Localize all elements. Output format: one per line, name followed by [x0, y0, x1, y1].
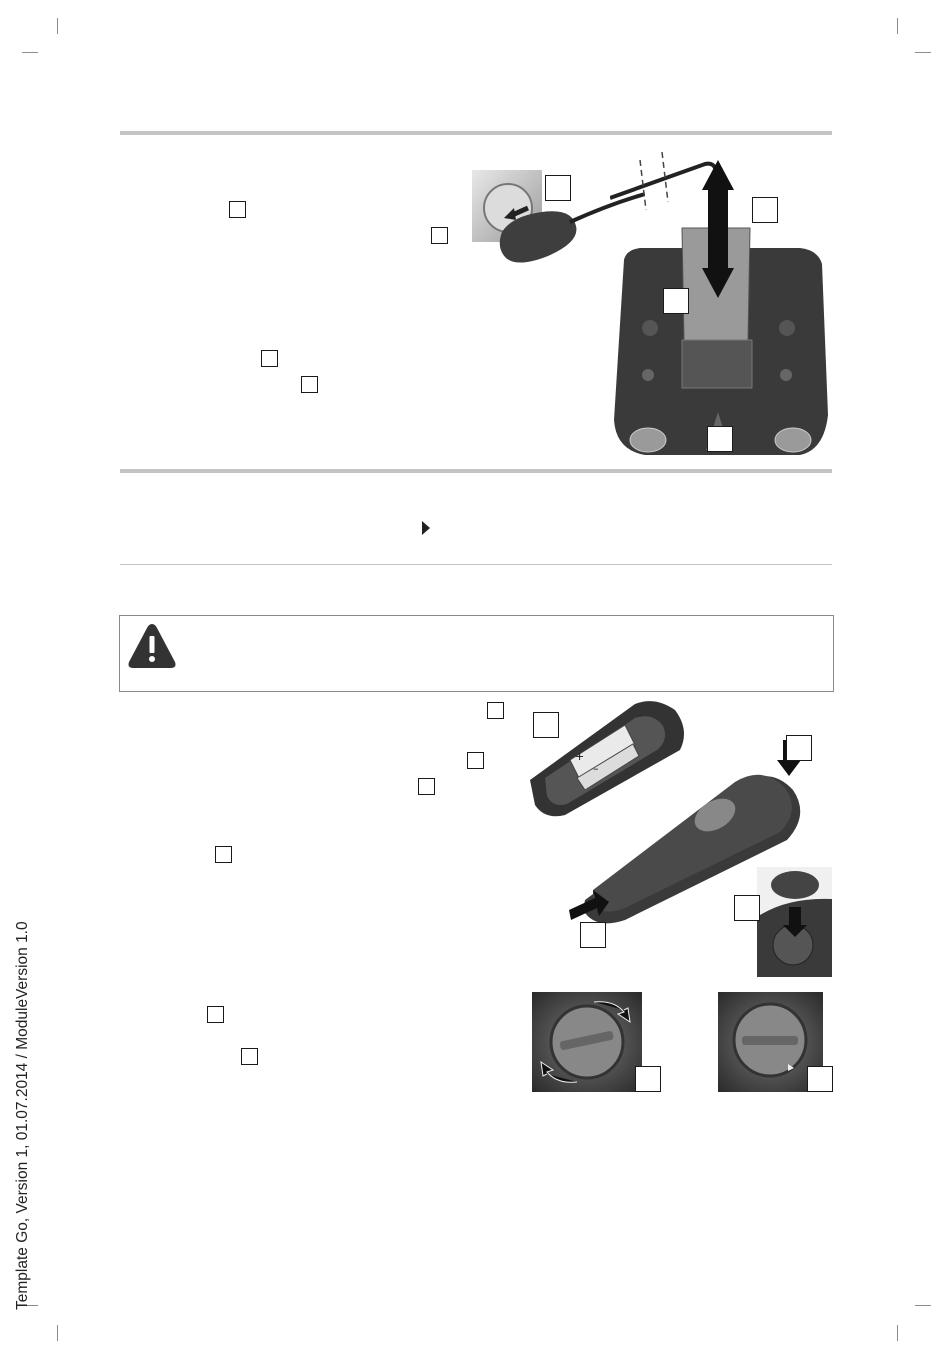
crop-mark [22, 52, 38, 53]
right-triangle-bullet-icon [422, 520, 430, 539]
callout-box [467, 752, 484, 769]
callout-box [807, 1066, 833, 1092]
crop-mark [897, 18, 898, 34]
warning-triangle-icon [127, 622, 177, 674]
callout-box [752, 197, 778, 223]
callout-box [301, 376, 318, 393]
callout-box [431, 227, 448, 244]
callout-box [707, 426, 733, 452]
crop-mark [915, 1305, 931, 1306]
callout-box [580, 922, 606, 948]
callout-box [786, 735, 812, 761]
belt-clip-photo [757, 867, 832, 977]
section-rule [120, 469, 832, 473]
callout-box [418, 778, 435, 795]
callout-box [207, 1006, 224, 1023]
section-rule [120, 564, 832, 565]
crop-mark [57, 1325, 58, 1341]
svg-text:+: + [575, 750, 585, 763]
callout-box [261, 350, 278, 367]
callout-box [533, 712, 559, 738]
battery-cap-open-photo [532, 992, 642, 1092]
callout-box [635, 1066, 661, 1092]
crop-mark [915, 52, 931, 53]
callout-box [487, 702, 504, 719]
svg-text:–: – [593, 762, 599, 775]
callout-box [229, 201, 246, 218]
section-rule [120, 131, 832, 135]
warning-box [119, 615, 834, 692]
callout-box [734, 895, 760, 921]
base-station-photo [610, 150, 835, 465]
sidebar-footer-text: Template Go, Version 1, 01.07.2014 / ModuleVersion 1.0 [14, 921, 31, 1310]
callout-box [215, 846, 232, 863]
callout-box [663, 288, 689, 314]
callout-box [545, 175, 571, 201]
callout-box [241, 1048, 258, 1065]
crop-mark [897, 1325, 898, 1341]
crop-mark [57, 18, 58, 34]
